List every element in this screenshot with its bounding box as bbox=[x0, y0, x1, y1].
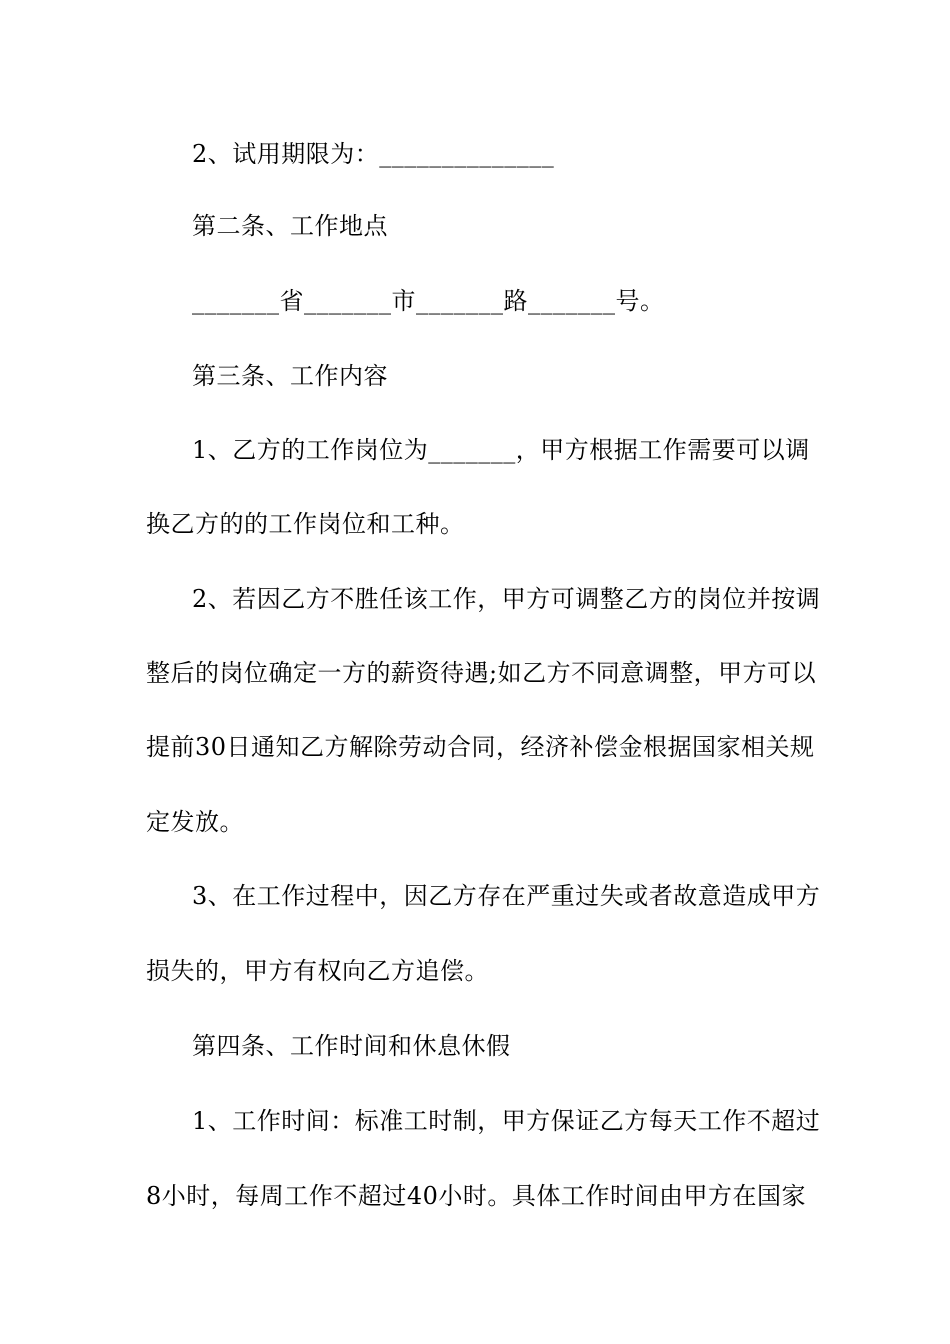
article-3-item-1-line-1: 1、乙方的工作岗位为_______，甲方根据工作需要可以调 bbox=[192, 436, 810, 464]
article-3-item-2-line-2: 整后的岗位确定一方的薪资待遇;如乙方不同意调整，甲方可以 bbox=[146, 659, 817, 687]
article-3-item-1-line-2: 换乙方的的工作岗位和工种。 bbox=[146, 510, 465, 538]
probation-term-line: 2、试用期限为：______________ bbox=[192, 140, 555, 168]
work-address-line: _______省_______市_______路_______号。 bbox=[192, 287, 665, 315]
article-3-item-2-line-1: 2、若因乙方不胜任该工作，甲方可调整乙方的岗位并按调 bbox=[192, 585, 821, 613]
article-4-item-1-line-2: 8小时，每周工作不超过40小时。具体工作时间由甲方在国家 bbox=[146, 1182, 806, 1210]
article-4-item-1-line-1: 1、工作时间：标准工时制，甲方保证乙方每天工作不超过 bbox=[192, 1107, 821, 1135]
article-3-item-2-line-3: 提前30日通知乙方解除劳动合同，经济补偿金根据国家相关规 bbox=[146, 733, 815, 761]
article-3-item-3-line-2: 损失的，甲方有权向乙方追偿。 bbox=[146, 957, 489, 985]
article-3-item-2-line-4: 定发放。 bbox=[146, 808, 244, 836]
article-4-heading: 第四条、工作时间和休息休假 bbox=[192, 1032, 511, 1060]
article-3-heading: 第三条、工作内容 bbox=[192, 362, 388, 390]
article-3-item-3-line-1: 3、在工作过程中，因乙方存在严重过失或者故意造成甲方 bbox=[192, 882, 821, 910]
article-2-heading: 第二条、工作地点 bbox=[192, 212, 388, 240]
